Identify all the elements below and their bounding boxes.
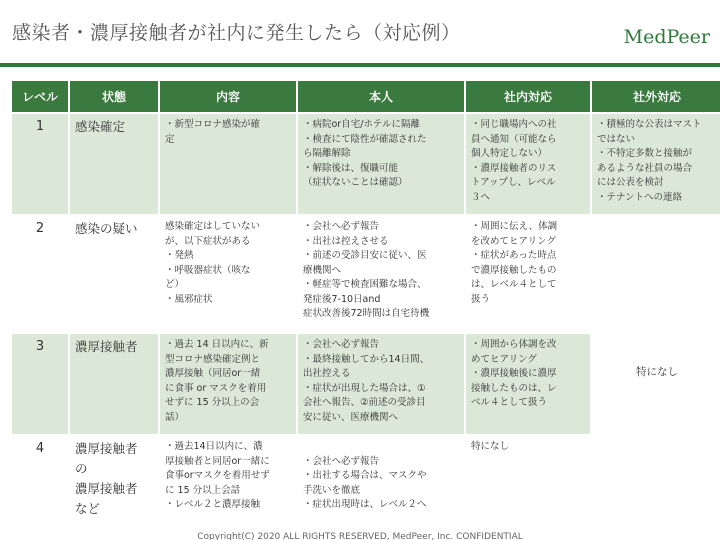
cell-line: ベル４として扱う	[471, 397, 548, 408]
cell-line: に食事 or マスクを着用	[165, 382, 267, 394]
cell-line: ・会社へ必ず報告	[303, 339, 380, 350]
cell-line	[303, 440, 459, 455]
cell-line: トアップし、レベル	[471, 177, 556, 188]
header-self: 本人	[298, 81, 464, 112]
cell-line: 濃厚接触者	[75, 441, 138, 456]
cell-line: ・検査にて陰性が確認された	[303, 133, 427, 145]
self-cell	[298, 436, 464, 526]
cell-line: 食事orマスクを着用せず	[165, 470, 270, 481]
cell-line: 発症後7-10日and	[303, 293, 381, 305]
content-cell	[160, 114, 296, 214]
cell-line: ・濃厚接触後に濃厚	[471, 368, 557, 379]
cell-line: 特になし	[471, 441, 510, 452]
level-cell: 2	[12, 216, 68, 332]
cell-line: ・最終接触してから14日間、	[303, 353, 430, 365]
level-cell: 1	[12, 114, 68, 214]
cell-line: めてヒアリング	[471, 353, 537, 365]
cell-line: 手洗いを徹底	[303, 484, 361, 496]
cell-line: ・症状が出現した場合は、①	[303, 382, 426, 394]
cell-line: 厚接触者と同居or一緒に	[165, 455, 270, 467]
cell-line: ・前述の受診目安に従い、医	[303, 250, 427, 261]
cell-line: ・濃厚接触者のリス	[471, 162, 557, 174]
cell-line: には公表を検討	[597, 177, 664, 188]
cell-line: 個人特定しない）	[471, 148, 548, 159]
self-cell	[298, 114, 464, 214]
medpeer-logo: MedPeer	[623, 26, 710, 48]
external-cell	[592, 114, 720, 214]
header-divider	[0, 63, 720, 67]
internal-cell	[466, 114, 590, 214]
internal-cell	[466, 334, 590, 434]
table-row	[12, 216, 720, 332]
cell-line: ・積極的な公表はマスト	[597, 119, 702, 130]
self-cell	[298, 334, 464, 434]
cell-line: ・軽症等で検査困難な場合、	[303, 279, 427, 290]
cell-line: ・周囲から体調を改	[471, 339, 557, 350]
cell-line: ・症状があった時点	[471, 250, 557, 261]
header-external: 社外対応	[592, 81, 720, 112]
cell-line: など	[75, 501, 101, 516]
cell-line: ど）	[165, 279, 185, 290]
cell-line: ・解除後は、復職可能	[303, 162, 399, 174]
cell-line: 定	[165, 133, 175, 145]
cell-line: ・新型コロナ感染が確	[165, 119, 261, 130]
internal-cell	[466, 436, 590, 526]
cell-line: ３へ	[471, 191, 491, 203]
level-cell: 4	[12, 436, 68, 526]
cell-line: ・会社へ必ず報告	[303, 221, 380, 232]
cell-line: ・周囲に伝え、体調	[471, 221, 558, 232]
cell-line: で濃厚接触したもの	[471, 264, 557, 276]
status-cell	[70, 216, 158, 332]
cell-line: 接触したものは、レ	[471, 382, 557, 394]
table-header-row	[12, 81, 720, 112]
cell-line: 濃厚接触（同居or一緒	[165, 368, 261, 379]
cell-line: ・不特定多数と接触が	[597, 148, 693, 159]
cell-line: 会社へ報告、②前述の受診目	[303, 397, 426, 408]
cell-line: 型コロナ感染確定例と	[165, 353, 261, 365]
cell-line: 感染確定はしていない	[165, 221, 261, 232]
cell-line: は、レベル４として	[471, 279, 557, 290]
cell-line: の	[75, 461, 88, 476]
response-table	[10, 79, 720, 528]
cell-line: に 15 分以上会話	[165, 484, 241, 496]
cell-line: ・テナントへの連絡	[597, 191, 683, 203]
cell-line: 症状改善後72時間は自宅待機	[303, 308, 430, 319]
cell-line: ・出社する場合は、マスクや	[303, 470, 427, 481]
content-cell	[160, 216, 296, 332]
page-title: 感染者・濃厚接触者が社内に発生したら（対応例）	[12, 22, 461, 44]
cell-line: せずに 15 分以上の会	[165, 397, 260, 408]
header-level: レベル	[12, 81, 68, 112]
internal-cell	[466, 216, 590, 332]
table-row	[12, 114, 720, 214]
cell-line: ・過去 14 日以内に、新	[165, 339, 269, 350]
header-internal: 社内対応	[466, 81, 590, 112]
cell-line: 出社控える	[303, 368, 351, 379]
status-cell	[70, 334, 158, 434]
header-status: 状態	[70, 81, 158, 112]
cell-line: ・病院or自宅/ホテルに隔離	[303, 119, 420, 130]
status-cell	[70, 114, 158, 214]
cell-line: ・会社へ必ず報告	[303, 455, 380, 467]
cell-line: ・呼吸器症状（咳な	[165, 264, 251, 276]
header-content: 内容	[160, 81, 296, 112]
cell-line: ではない	[597, 133, 636, 145]
cell-line: ・出社は控えさせる	[303, 235, 389, 247]
cell-line: 感染確定	[75, 119, 126, 134]
cell-line: 濃厚接触者	[75, 481, 138, 496]
level-cell: 3	[12, 334, 68, 434]
copyright-footer: Copyright(C) 2020 ALL RIGHTS RESERVED, MedPeer, Inc. CONFIDENTIAL	[197, 532, 523, 540]
cell-line: 濃厚接触者	[75, 339, 138, 354]
cell-line: 療機関へ	[303, 264, 342, 276]
self-cell	[298, 216, 464, 332]
status-cell	[70, 436, 158, 526]
cell-line: 扱う	[471, 293, 491, 305]
cell-line: ・発熱	[165, 250, 194, 261]
cell-line: （症状ないことは確認）	[303, 177, 408, 188]
cell-line: ・症状出現時は、レベル２へ	[303, 499, 427, 510]
cell-line: ら隔離解除	[303, 148, 351, 159]
cell-line: ・過去14日以内に、濃	[165, 441, 263, 452]
external-none-cell: 特になし	[592, 216, 720, 526]
cell-line: を改めてヒアリング	[471, 235, 556, 247]
cell-line: 員へ通知（可能なら	[471, 133, 557, 145]
cell-line: 感染の疑い	[75, 221, 138, 236]
cell-line: ・レベル２と濃厚接触	[165, 499, 261, 510]
cell-line: が、以下症状がある	[165, 235, 251, 247]
content-cell	[160, 436, 296, 526]
cell-line: 安に従い、医療機関へ	[303, 411, 399, 423]
cell-line: 話）	[165, 411, 185, 423]
cell-line: ・同じ職場内への社	[471, 119, 557, 130]
content-cell	[160, 334, 296, 434]
cell-line: あるような社員の場合	[597, 162, 693, 174]
cell-line: ・風邪症状	[165, 293, 213, 305]
